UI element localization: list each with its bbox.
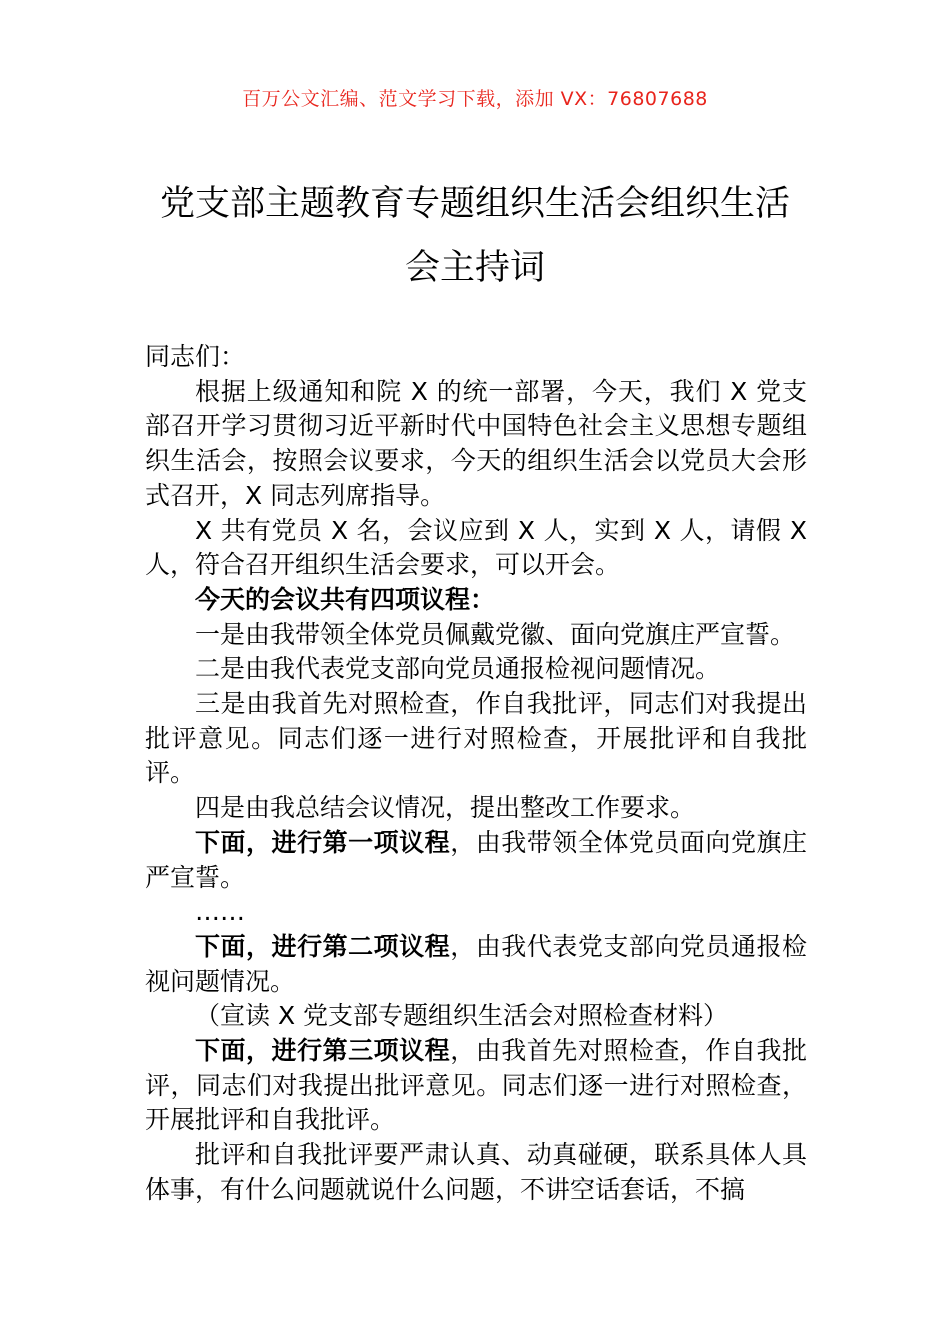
agenda-item-3: 三是由我首先对照检查，作自我批评，同志们对我提出批评意见。同志们逐一进行对照检查，开展批评和自我批评。 [145, 689, 807, 788]
document-title: 党支部主题教育专题组织生活会组织生活会主持词 [159, 184, 790, 288]
step-1-text: ，由我带领全体党员面向党旗庄严宣誓。 [145, 827, 807, 892]
paragraph-criticism: 批评和自我批评要严肃认真、动真碰硬，联系具体人具体事，有什么问题就说什么问题，不讲空话套话，不搞 [145, 1140, 807, 1204]
paragraph-intro: 根据上级通知和院 X 的统一部署，今天，我们 X 党支部召开学习贯彻习近平新时代中国特色社会主义思想专题组织生活会，按照会议要求，今天的组织生活会以党员大会形式召开，X 同志列席指导。 [145, 376, 807, 510]
agenda-item-4: 四是由我总结会议情况，提出整改工作要求。 [195, 793, 696, 823]
step-3-paragraph [145, 1034, 807, 1138]
header-download-note: 百万公文汇编、范文学习下载，添加 VX：76807688 [242, 88, 708, 110]
step-2-paragraph [145, 930, 807, 999]
step-2-text: ，由我代表党支部向党员通报检视问题情况。 [145, 931, 807, 996]
step-3-text: ，由我首先对照检查，作自我批评，同志们对我提出批评意见。同志们逐一进行对照检查，开展批评和自我批评。 [145, 1036, 807, 1135]
agenda-item-2: 二是由我代表党支部向党员通报检视问题情况。 [195, 654, 721, 684]
step-1-paragraph [145, 826, 807, 895]
step-3-lead: 下面，进行第三项议程 [195, 1036, 451, 1066]
agenda-item-1: 一是由我带领全体党员佩戴党徽、面向党旗庄严宣誓。 [195, 619, 796, 649]
step-2-note: （宣读 X 党支部专题组织生活会对照检查材料） [195, 1001, 729, 1031]
paragraph-attendance: X 共有党员 X 名，会议应到 X 人，实到 X 人，请假 X 人，符合召开组织生活会要求，可以开会。 [145, 515, 807, 580]
agenda-heading: 今天的会议共有四项议程： [195, 584, 496, 614]
document-body [145, 340, 807, 1208]
salutation: 同志们： [145, 342, 246, 371]
step-1-lead: 下面，进行第一项议程 [195, 827, 451, 857]
ellipsis: …… [195, 897, 245, 927]
step-2-lead: 下面，进行第二项议程 [195, 931, 451, 961]
